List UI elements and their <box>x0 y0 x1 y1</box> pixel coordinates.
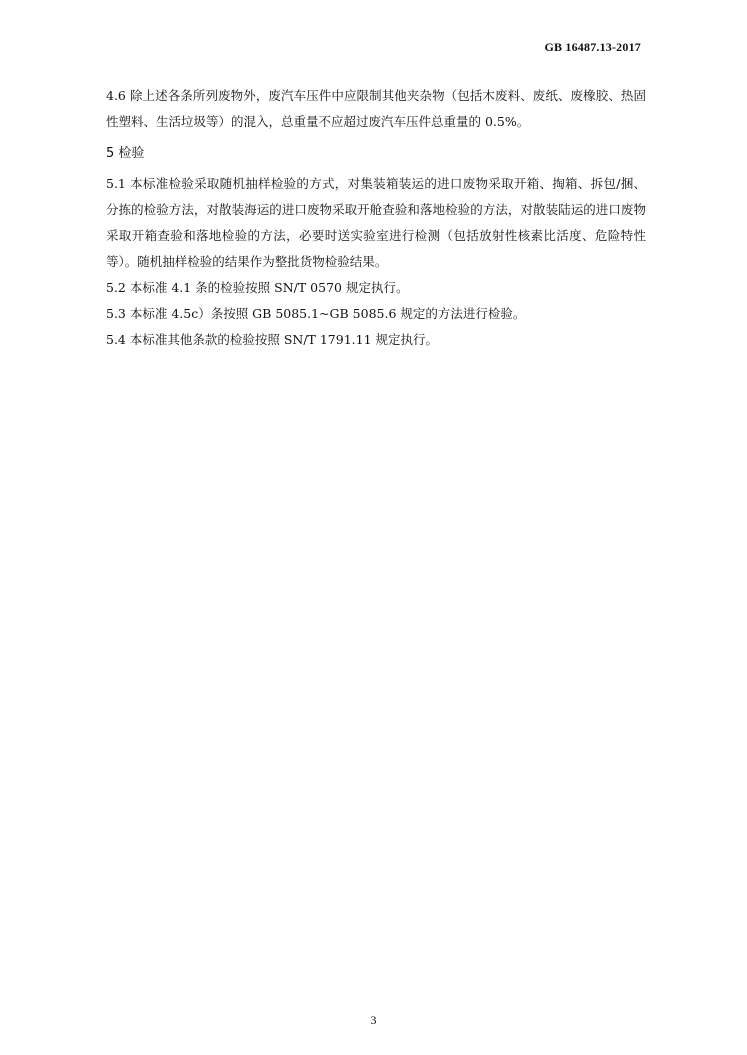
document-body <box>106 83 646 353</box>
section-5-heading: 5 检验 <box>106 146 145 161</box>
clause-4-6: 4.6 除上述各条所列废物外，废汽车压件中应限制其他夹杂物（包括木废料、废纸、废橡胶、热固性塑料、生活垃圾等）的混入，总重量不应超过废汽车压件总重量的 0.5%。 <box>106 88 646 129</box>
clause-5-4: 5.4 本标准其他条款的检验按照 SN/T 1791.11 规定执行。 <box>106 332 439 347</box>
page-number: 3 <box>370 1013 377 1027</box>
clause-5-2: 5.2 本标准 4.1 条的检验按照 SN/T 0570 规定执行。 <box>106 280 409 295</box>
clause-5-3: 5.3 本标准 4.5c）条按照 GB 5085.1~GB 5085.6 规定的方法进行检验。 <box>106 306 526 321</box>
clause-5-1: 5.1 本标准检验采取随机抽样检验的方式，对集装箱装运的进口废物采取开箱、掏箱、拆包/捆、分拣的检验方法，对散装海运的进口废物采取开舱查验和落地检验的方法，对散装陆运的进口废物采取开箱查验和落地检验的方法，必要时送实验室进行检测（包括放射性核素比活度、危险特性等）。随机抽样检验的结果作为整批货物检验结果。 <box>106 176 646 269</box>
standard-number-header: GB 16487.13-2017 <box>544 40 641 54</box>
